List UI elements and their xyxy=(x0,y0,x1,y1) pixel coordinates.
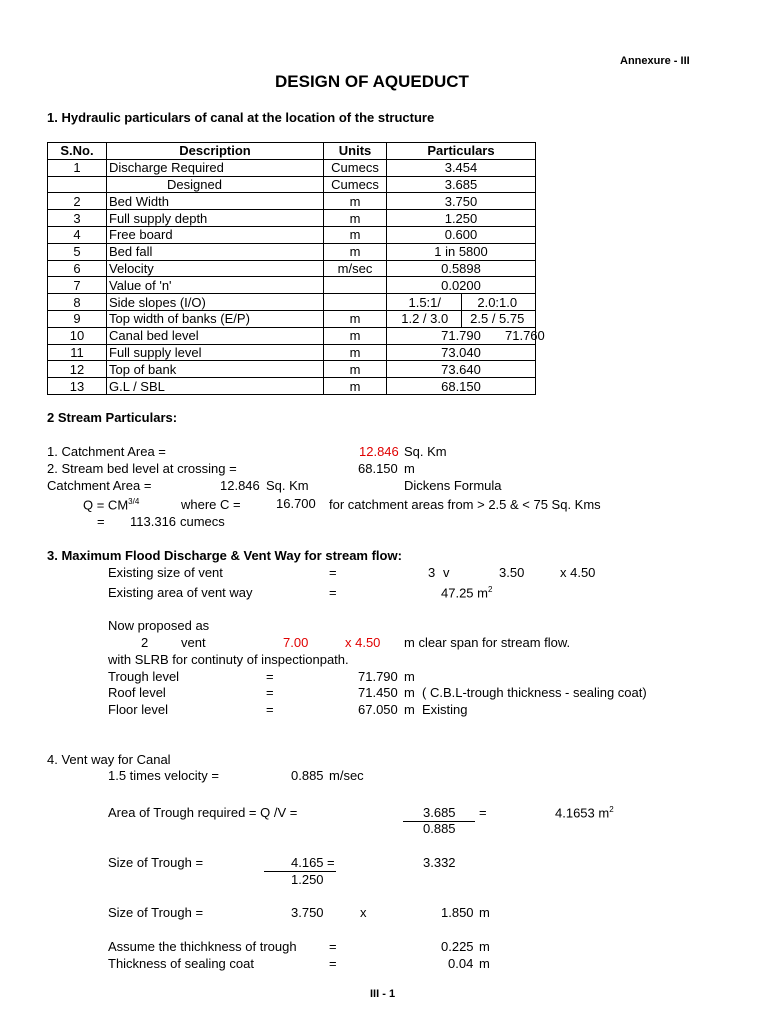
cell-sno xyxy=(48,176,107,193)
roof-unit: m xyxy=(404,685,415,700)
cell-units: m xyxy=(324,361,387,378)
trough-unit: m xyxy=(404,669,415,684)
cell-description: G.L / SBL xyxy=(107,378,324,395)
where-c-label: where C = xyxy=(181,497,241,512)
cell-sno: 10 xyxy=(48,327,107,344)
cell-sno: 2 xyxy=(48,193,107,210)
section1-heading: 1. Hydraulic particulars of canal at the location of the structure xyxy=(47,110,435,125)
cell-description: Side slopes (I/O) xyxy=(107,294,324,311)
table-row xyxy=(48,310,536,327)
cell-sno: 11 xyxy=(48,344,107,361)
formula-name: Dickens Formula xyxy=(404,478,502,493)
section4-heading: 4. Vent way for Canal xyxy=(47,752,171,767)
size1-result: 3.332 xyxy=(423,855,456,870)
cell-sno: 6 xyxy=(48,260,107,277)
cell-units: Cumecs xyxy=(324,176,387,193)
annexure-label: Annexure - III xyxy=(620,55,690,67)
table-row xyxy=(48,277,536,294)
area-result-value: 4.1653 xyxy=(555,805,595,821)
area-numerator: 3.685 xyxy=(423,805,456,820)
cell-description: Value of 'n' xyxy=(107,277,324,294)
seal-value: 0.04 xyxy=(448,956,474,971)
particulars-a: 1.5:1/ xyxy=(389,294,462,311)
side-value: 71.760 xyxy=(505,328,545,343)
cell-particulars: 71.790 xyxy=(387,327,536,344)
exist-n: 3 xyxy=(428,565,436,580)
hydraulic-table xyxy=(47,142,536,395)
cell-description: Bed Width xyxy=(107,193,324,210)
cell-particulars: 73.040 xyxy=(387,344,536,361)
prop-n: 2 xyxy=(141,635,149,650)
table-row xyxy=(48,344,536,361)
area-result-sq: 2 xyxy=(609,805,614,814)
floor-label: Floor level xyxy=(108,702,168,717)
thick-label: Assume the thichkness of trough xyxy=(108,939,297,954)
table-row xyxy=(48,260,536,277)
table-row xyxy=(48,226,536,243)
cell-particulars: 0.600 xyxy=(387,226,536,243)
roof-eq: = xyxy=(266,685,274,700)
table-row xyxy=(48,159,536,176)
cell-units: m xyxy=(324,226,387,243)
header-units: Units xyxy=(324,143,387,160)
vel-label: 1.5 times velocity = xyxy=(108,768,219,783)
table-row xyxy=(48,193,536,210)
catch-unit: Sq. Km xyxy=(404,444,447,459)
seal-label: Thickness of sealing coat xyxy=(108,956,254,971)
exist-area-value: 47.25 xyxy=(441,585,474,601)
exist-area-eq: = xyxy=(329,585,337,600)
size2-a: 3.750 xyxy=(291,905,324,920)
catch2-value: 12.846 xyxy=(220,478,260,493)
cell-sno: 8 xyxy=(48,294,107,311)
cell-particulars xyxy=(387,310,536,327)
trough-value: 71.790 xyxy=(358,669,398,684)
size2-label: Size of Trough = xyxy=(108,905,204,920)
sbl-unit: m xyxy=(404,461,415,476)
prop-note: m clear span for stream flow. xyxy=(404,635,571,650)
roof-note: ( C.B.L-trough thickness - sealing coat) xyxy=(422,685,647,700)
area-result xyxy=(555,805,614,820)
cell-sno: 13 xyxy=(48,378,107,395)
section3-heading: 3. Maximum Flood Discharge & Vent Way for stream flow: xyxy=(47,548,402,563)
cell-units: m/sec xyxy=(324,260,387,277)
catch2-unit: Sq. Km xyxy=(266,478,309,493)
cell-units: m xyxy=(324,210,387,227)
q-equals: = xyxy=(97,514,105,529)
cell-particulars xyxy=(387,294,536,311)
size1-denominator: 1.250 xyxy=(291,872,324,887)
q-formula xyxy=(83,497,139,512)
exist-size-label: Existing size of vent xyxy=(108,565,223,580)
q-value: 113.316 xyxy=(130,514,177,529)
slrb-note: with SLRB for continuty of inspectionpath. xyxy=(108,652,349,667)
cell-units: m xyxy=(324,344,387,361)
particulars-b: 2.5 / 5.75 xyxy=(470,311,525,327)
prop-width: 7.00 xyxy=(283,635,309,650)
trough-label: Trough level xyxy=(108,669,180,684)
cell-sno: 5 xyxy=(48,243,107,260)
prop-vent: vent xyxy=(181,635,206,650)
cell-sno: 7 xyxy=(48,277,107,294)
cell-units: m xyxy=(324,310,387,327)
floor-unit: m xyxy=(404,702,415,717)
table-row xyxy=(48,327,536,344)
vel-value: 0.885 xyxy=(291,768,324,783)
cell-description: Full supply depth xyxy=(107,210,324,227)
thick-eq: = xyxy=(329,939,337,954)
area-denominator: 0.885 xyxy=(423,821,456,836)
table-row xyxy=(48,176,536,193)
prop-height: x 4.50 xyxy=(345,635,381,650)
cell-description: Velocity xyxy=(107,260,324,277)
exist-area-sq: 2 xyxy=(488,585,493,594)
seal-eq: = xyxy=(329,956,337,971)
cell-particulars: 3.685 xyxy=(387,176,536,193)
table-row xyxy=(48,210,536,227)
thick-unit: m xyxy=(479,939,490,954)
cell-units: Cumecs xyxy=(324,159,387,176)
cell-description: Canal bed level xyxy=(107,327,324,344)
size2-b: 1.850 xyxy=(441,905,474,920)
header-particulars: Particulars xyxy=(387,143,536,160)
cell-sno: 4 xyxy=(48,226,107,243)
cell-units xyxy=(324,277,387,294)
catch-label: 1. Catchment Area = xyxy=(47,444,166,459)
vel-unit: m/sec xyxy=(329,768,364,783)
table-row xyxy=(48,378,536,395)
cell-description: Top width of banks (E/P) xyxy=(107,310,324,327)
exist-width: 3.50 xyxy=(499,565,525,580)
page-title: DESIGN OF AQUEDUCT xyxy=(275,72,469,91)
cell-sno: 3 xyxy=(48,210,107,227)
floor-value: 67.050 xyxy=(358,702,398,717)
cell-particulars: 1.250 xyxy=(387,210,536,227)
sbl-value: 68.150 xyxy=(358,461,398,476)
page-number: III - 1 xyxy=(370,988,396,1000)
exist-area-unit: m xyxy=(477,585,489,601)
catch2-label: Catchment Area = xyxy=(47,478,152,493)
size2-x: x xyxy=(360,905,367,920)
area-eq: = xyxy=(479,805,487,820)
floor-eq: = xyxy=(266,702,274,717)
cell-units: m xyxy=(324,193,387,210)
table-header-row xyxy=(48,143,536,160)
exist-size-eq: = xyxy=(329,565,337,580)
cell-units: m xyxy=(324,243,387,260)
cell-particulars: 3.750 xyxy=(387,193,536,210)
table-row xyxy=(48,243,536,260)
thick-value: 0.225 xyxy=(441,939,474,954)
trough-eq: = xyxy=(266,669,274,684)
floor-note: Existing xyxy=(422,702,468,717)
cell-particulars: 0.0200 xyxy=(387,277,536,294)
q-unit: cumecs xyxy=(180,514,225,529)
cell-units xyxy=(324,294,387,311)
header-desc: Description xyxy=(107,143,324,160)
cell-sno: 12 xyxy=(48,361,107,378)
table-row xyxy=(48,361,536,378)
particulars-b: 2.0:1.0 xyxy=(477,294,518,310)
c-value: 16.700 xyxy=(276,496,316,511)
cell-particulars: 3.454 xyxy=(387,159,536,176)
header-sno: S.No. xyxy=(48,143,107,160)
cell-sno: 9 xyxy=(48,310,107,327)
exist-area xyxy=(441,585,492,600)
cell-description: Free board xyxy=(107,226,324,243)
cell-particulars: 1 in 5800 xyxy=(387,243,536,260)
exist-area-label: Existing area of vent way xyxy=(108,585,253,600)
q-exponent: 3/4 xyxy=(128,497,140,506)
exist-v: v xyxy=(443,565,450,580)
cell-description: Designed xyxy=(107,176,324,193)
size2-unit: m xyxy=(479,905,490,920)
size1-label: Size of Trough = xyxy=(108,855,204,870)
q-label: Q = CM xyxy=(83,497,129,513)
sbl-label: 2. Stream bed level at crossing = xyxy=(47,461,237,476)
cell-particulars: 73.640 xyxy=(387,361,536,378)
c-note: for catchment areas from > 2.5 & < 75 Sq. Kms xyxy=(329,497,601,512)
roof-value: 71.450 xyxy=(358,685,398,700)
cell-units: m xyxy=(324,327,387,344)
cell-particulars: 68.150 xyxy=(387,378,536,395)
area-result-unit: m xyxy=(598,805,610,821)
cell-description: Discharge Required xyxy=(107,159,324,176)
cell-particulars: 0.5898 xyxy=(387,260,536,277)
size1-numerator: 4.165 xyxy=(291,855,324,870)
cell-description: Top of bank xyxy=(107,361,324,378)
area-label: Area of Trough required = Q /V = xyxy=(108,805,298,820)
catch-value: 12.846 xyxy=(359,444,399,459)
roof-label: Roof level xyxy=(108,685,166,700)
cell-description: Full supply level xyxy=(107,344,324,361)
table-row xyxy=(48,294,536,311)
proposed-label: Now proposed as xyxy=(108,618,210,633)
size1-eq: = xyxy=(327,855,335,870)
cell-sno: 1 xyxy=(48,159,107,176)
seal-unit: m xyxy=(479,956,490,971)
cell-units: m xyxy=(324,378,387,395)
section2-heading: 2 Stream Particulars: xyxy=(47,410,178,425)
particulars-a: 1.2 / 3.0 xyxy=(389,310,462,327)
cell-description: Bed fall xyxy=(107,243,324,260)
exist-height: x 4.50 xyxy=(560,565,596,580)
